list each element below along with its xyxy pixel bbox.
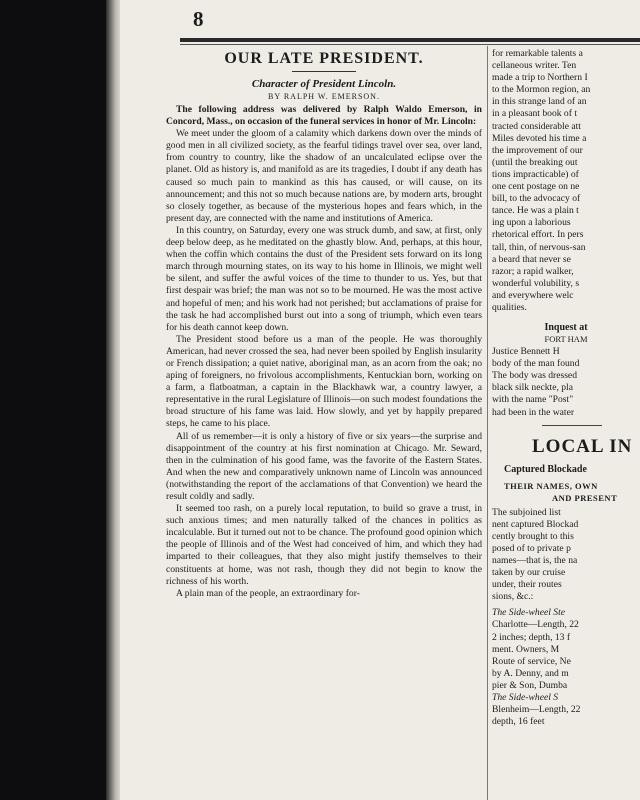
text-line: 2 inches; depth, 13 f (492, 631, 571, 643)
text-line: Charlotte—Length, 22 (492, 619, 579, 631)
text-line: depth, 16 feet (492, 716, 545, 728)
text-line: for remarkable talents a (492, 48, 583, 59)
text-line: Justice Bennett H (492, 346, 560, 358)
text-line: The Side-wheel Ste (492, 607, 565, 619)
text-line: tance. He was a plain t (492, 205, 579, 217)
text-line: and everywhere welc (492, 289, 574, 301)
column-divider (487, 46, 488, 800)
inquest-headline: Inquest at (544, 322, 588, 334)
article-subhead: Character of President Lincoln. (251, 78, 397, 90)
article-paragraph: We meet under the gloom of a calamity which darkens down over the minds of good men in all civilized society, as the fearful tidings travel over sea, over land, from country to country, like the shadow of an uncalculated eclipse over the planet. Old as history is, and manifold as are its tragedies, I doubt if any death has caused so much pain to mankind as this has caused, or will cause, on its announcement; and this not so much because nations are, by modern arts, brought so closely together, as because of the mysterious hopes and fears which, in the present day, are connected with the name and institutions of America. (166, 128, 482, 224)
text-line: one cent postage on ne (492, 181, 580, 193)
text-line: Miles devoted his time a (492, 132, 587, 144)
captured-subhead-2: AND PRESENT (552, 492, 618, 503)
text-line: The body was dressed (492, 370, 577, 382)
text-line: a beard that never se (492, 253, 571, 265)
text-line: sions, &c.: (492, 591, 534, 603)
article-paragraph: A plain man of the people, an extraordinary for- (176, 587, 360, 599)
text-line: with the name "Post" (492, 394, 574, 406)
text-line: cellaneous writer. Ten (492, 60, 577, 72)
text-line: qualities. (492, 301, 527, 313)
text-line: Blenheim—Length, 22 (492, 704, 581, 716)
headline-rule (292, 71, 356, 72)
text-line: bill, to the advocacy of (492, 193, 581, 205)
text-line: under, their routes (492, 579, 562, 591)
right-column (492, 48, 640, 728)
text-line: had been in the water (492, 406, 575, 418)
text-line: posed of to private p (492, 542, 571, 554)
text-line: rhetorical effort. In pers (492, 229, 584, 241)
inquest-text (492, 346, 640, 419)
text-line: in this strange land of an (492, 96, 587, 108)
text-line: names—that is, the na (492, 555, 578, 566)
text-line: The Side-wheel S (492, 692, 559, 704)
sidewheel-text (492, 607, 640, 728)
page-number: 8 (193, 7, 204, 31)
article-paragraph: The President stood before us a man of the people. He was thoroughly American, had never crossed the sea, had never been spoiled by English insularity or French dissipation; a quiet native, aboriginal man, as an acorn from the oak; no aping of foreigners, no frivolous accomplishments, Kentuckian born, working on a farm, a flatboatman, a captain in the Blackhawk war, a country lawyer, a representative in the rural Legislature of Illinois—on such modest foundations the broad structure of his fame was laid. How slowly, and yet by happily prepared steps, he came to his place. (166, 333, 482, 430)
article-intro: The following address was delivered by Ralph Waldo Emerson, in Concord, Mass., on occasion of the funeral services in honor of Mr. Lincoln: (166, 104, 482, 128)
article-paragraph: All of us remember—it is only a history of five or six years—the surprise and disappointment of the country at his first nomination at Chicago. Mr. Seward, then in the culmination of his good fame, was the favorite of the Eastern States. And when the new and comparatively unknown name of Lincoln was announced (notwithstanding the report of the acclamations of that Convention) we heard the result coldly and sadly. (166, 430, 482, 502)
text-line: tions impracticable) of (492, 168, 579, 180)
right-top-text (492, 48, 640, 314)
article-paragraph: In this country, on Saturday, every one was struck dumb, and saw, at first, only deep below deep, as he meditated on the ghastly blow. And, perhaps, at this hour, when the coffin which contains the dust of the President sets forward on its long march through mourning states, on its way to his home in Illinois, we might well be silent, and suffer the awful voices of the time to thunder to us. Yes, but that first despair was brief; the man was not so to be mourned. He was the most active and hopeful of men; and his work had not perished; but acclamations of praise for the task he had accomplished burst out into a song of triumph, which even tears for his death cannot keep down. (166, 224, 482, 333)
captured-subhead-1: THEIR NAMES, OWN (504, 480, 598, 491)
text-line: pier & Son, Dumba (492, 679, 568, 691)
text-line: (until the breaking out (492, 156, 578, 168)
article-headline: OUR LATE PRESIDENT. (224, 50, 424, 67)
header-rule-thin (180, 44, 640, 45)
text-line: the improvement of our (492, 144, 583, 156)
text-line: tracted considerable att (492, 120, 581, 132)
text-line: ment. Owners, M (492, 643, 560, 655)
text-line: cently brought to this (492, 530, 574, 542)
header-rule (180, 38, 640, 42)
text-line: The subjoined list (492, 506, 561, 518)
text-line: taken by our cruise (492, 567, 566, 579)
text-line: by A. Denny, and m (492, 667, 569, 679)
text-line: wonderful volubility, s (492, 277, 580, 289)
captured-text (492, 507, 640, 604)
text-line: in a pleasant book of t (492, 108, 577, 120)
text-line: razor; a rapid walker, (492, 265, 574, 277)
text-line: ing upon a laborious (492, 217, 571, 229)
text-line: to the Mormon region, an (492, 84, 591, 96)
text-line: body of the man found (492, 358, 580, 370)
captured-headline: Captured Blockade (504, 463, 587, 475)
text-line: nent captured Blockad (492, 518, 579, 530)
local-headline: LOCAL IN (532, 435, 633, 457)
text-line: tall, thin, of nervous-san (492, 241, 586, 253)
text-line: Route of service, Ne (492, 655, 571, 667)
article-paragraph: It seemed too rash, on a purely local reputation, to build so grave a trust, in such anxious times; and men naturally talked of the chances in politics as incalculable. But it turned out not to be chance. The profound good opinion which the people of Illinois and of the West had conceived of him, and which they had imparted to their colleagues, that they also might justify themselves to their constituents at home, was not rash, though they did not begin to know the richness of his worth. (166, 503, 482, 587)
section-divider (542, 425, 602, 426)
left-column (166, 48, 482, 600)
text-line: made a trip to Northern I (492, 72, 588, 84)
text-line: black silk neckte, pla (492, 382, 573, 394)
article-byline: BY RALPH W. EMERSON. (268, 92, 380, 101)
inquest-subhead: FORT HAM (544, 334, 588, 345)
